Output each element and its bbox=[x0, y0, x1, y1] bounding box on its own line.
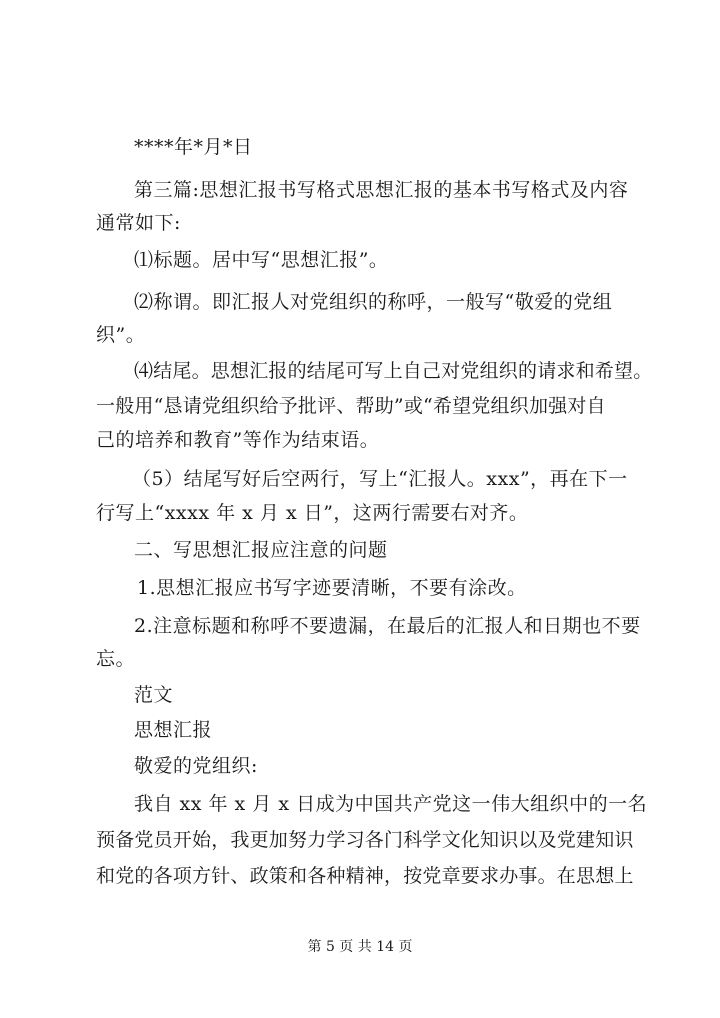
salutation-line: 敬爱的党组织: bbox=[134, 755, 258, 777]
paragraph-line: 忘。 bbox=[96, 648, 136, 670]
sample-label: 范文 bbox=[134, 684, 174, 706]
paragraph-line: 和党的各项方针、政策和各种精神，按党章要求办事。在思想上 bbox=[96, 865, 634, 887]
paragraph-line: 我自 xx 年 x 月 x 日成为中国共产党这一伟大组织中的一名 bbox=[134, 793, 648, 815]
paragraph-line: ⑷结尾。思想汇报的结尾可写上自己对党组织的请求和希望。 bbox=[134, 360, 653, 382]
paragraph-line: 己的培养和教育”等作为结束语。 bbox=[96, 429, 380, 451]
paragraph-line: 通常如下: bbox=[96, 212, 181, 234]
paragraph-line: 1.思想汇报应书写字迹要清晰，不要有涂改。 bbox=[137, 577, 527, 599]
paragraph-line: ⑵称谓。即汇报人对党组织的称呼，一般写“敬爱的党组 bbox=[134, 291, 613, 313]
paragraph-line: 预备党员开始，我更加努力学习各门科学文化知识以及党建知识 bbox=[96, 829, 634, 851]
paragraph-line: 一般用“恳请党组织给予批评、帮助”或“希望党组织加强对自 bbox=[96, 395, 606, 417]
section-heading-line: 第三篇:思想汇报书写格式思想汇报的基本书写格式及内容 bbox=[134, 179, 629, 201]
sample-title: 思想汇报 bbox=[134, 719, 213, 741]
subheading-line: 二、写思想汇报应注意的问题 bbox=[134, 539, 388, 561]
paragraph-line: 织”。 bbox=[96, 324, 146, 346]
paragraph-line: 行写上“xxxx 年 x 月 x 日”，这两行需要右对齐。 bbox=[96, 502, 529, 524]
paragraph-line: （5）结尾写好后空两行，写上“汇报人。xxx”，再在下一 bbox=[132, 468, 628, 490]
page-number-footer: 第 5 页 共 14 页 bbox=[307, 939, 413, 955]
paragraph-line: 2.注意标题和称呼不要遗漏，在最后的汇报人和日期也不要 bbox=[134, 615, 641, 637]
paragraph-line: ⑴标题。居中写“思想汇报”。 bbox=[134, 249, 389, 271]
date-line: ****年*月*日 bbox=[134, 136, 253, 158]
